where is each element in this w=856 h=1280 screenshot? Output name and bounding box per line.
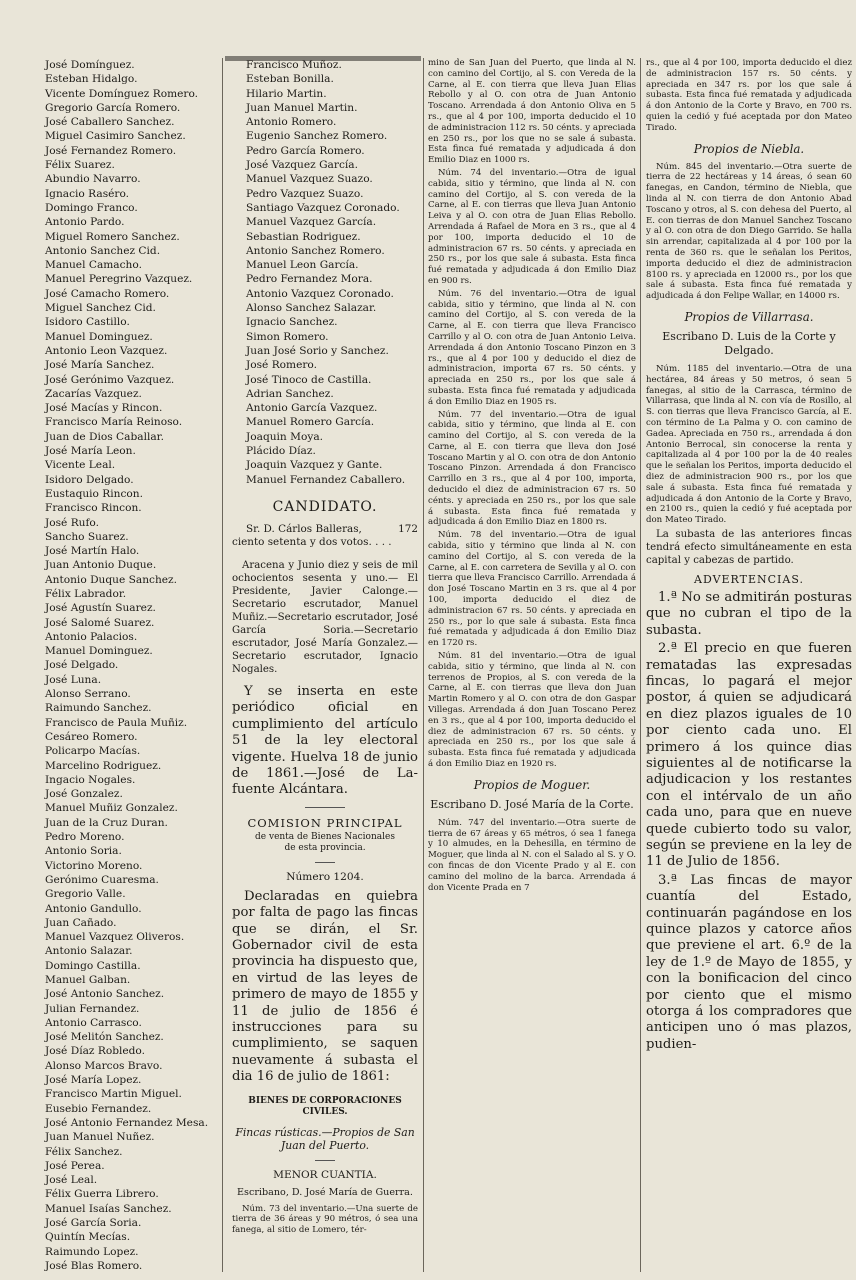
candidato-heading: CANDIDATO. [272,498,378,515]
elector-name: Zacarías Vazquez. [45,387,142,400]
elector-name: José Agustín Suarez. [45,602,156,615]
elector-name: Cesáreo Romero. [45,730,138,743]
finca-paragraph: Núm. 747 del inventario.—Otra suerte de tierra de 67 áreas y 65 métros, ó sea 1 fanega y 10 almudes, en la Dehesilla, en término de Moguer, que linda al N. con el Salado al S. y O. con fincas de don Vicente Prado y al E. con camino del molino de la barca. Arrendada á don Vicente Prada en 7 [428,817,636,893]
elector-name: Félix Labrador. [45,587,127,600]
elector-name: Eusebio Fernandez. [45,1102,152,1115]
bienes-heading: BIENES DE CORPORACIONES CIVILES. [248,1095,402,1117]
column-4 [646,58,852,1276]
separator-rule [315,862,335,863]
escribano-line: Escribano, D. José María de Guerra. [237,1186,413,1198]
elector-name: José Delgado. [45,659,119,672]
elector-name: Manuel Fernandez Caballero. [246,473,406,486]
elector-name: Manuel Romero García. [246,416,375,429]
finca-paragraph: Núm. 81 del inventario.—Otra de igual cabida, sitio y término, que linda al N. con terrenos de Propios, al S. con vereda de la Carne, al E. con tierras que lleva don Juan Martin Romero y al O. con otra de don Gaspar Villegas. Arrendada á don Juan Toscano Perez en 3 rs., que al 4 por 100, importa deducido el diez de administracion 67 rs. 50 cénts. y apreciada en 250 rs., por los que sale á subasta. Esta finca fué rematada y adjudicada á don Emilio Diaz en 1920 rs. [428,651,636,769]
villarrasa-heading: Propios de Villarrasa. [684,309,814,324]
elector-name: Manuel Galban. [45,974,131,986]
fincas-heading: Fincas rústicas.—Propios de San Juan del Puerto. [235,1125,415,1152]
numero-heading: Número 1204. [286,870,364,883]
elector-name: Antonio Duque Sanchez. [45,573,177,586]
elector-name: Adrian Sanchez. [246,387,334,400]
candidate-name: Sr. D. Cárlos Balleras, ciento setenta y dos votos. . . . [232,522,392,548]
elector-name: Ingacio Nogales. [45,773,136,786]
elector-name: José Domínguez. [45,59,135,71]
elector-name: José Gonzalez. [45,788,123,801]
elector-name: Antonio García Vazquez. [246,402,378,415]
elector-name: Antonio Sanchez Romero. [246,244,385,257]
escribano-line: Escribano D. Luis de la Corte y Delgado. [662,329,836,357]
elector-name: Félix Sanchez. [45,1145,123,1158]
elector-name: Alonso Sanchez Salazar. [246,302,377,315]
elector-name: Antonio Salazar. [45,945,133,958]
column-rule [423,58,424,1272]
elector-name: Manuel Camacho. [45,259,142,272]
elector-name: Juan José Sorio y Sanchez. [246,344,389,357]
elector-list [232,58,418,487]
elector-name: Antonio Soria. [45,845,122,858]
elector-name: Francisco Muñoz. [246,59,342,71]
finca-paragraph: Núm. 845 del inventario.—Otra suerte de tierra de 22 hectáreas y 14 áreas, ó sean 60 fanegas, en Candon, término de Niebla, que linda al N. con tierra de don Antonio Abad Toscano y otros, al S. con dehesa del Puerto, al E. con tierras de don Manuel Sanchez Toscano y al O. con otra de don Diego Garrido. Se halla sin arrendar, capitalizada al 4 por 100 por la renta de 360 rs. que le señalan los Peritos, importa deducido el diez de administracion 8100 rs. y apreciada en 12000 rs., por los que sale á subasta. Esta finca fué rematada y adjudicada á don Felipe Wallar, en 14000 rs. [646,161,852,302]
elector-name: Juan Manuel Nuñez. [45,1131,155,1144]
elector-name: Gerónimo Cuaresma. [45,873,159,886]
elector-name: Manuel Muñiz Gonzalez. [45,802,178,815]
elector-name: Miguel Romero Sanchez. [45,230,180,243]
elector-name: Miguel Sanchez Cid. [45,302,156,315]
elector-name: Antonio Palacios. [45,630,138,643]
elector-name: Antonio Gandullo. [45,902,142,915]
elector-name: Antonio Romero. [246,116,337,129]
elector-name: Ignacio Sanchez. [246,316,338,329]
elector-name: José Gerónimo Vazquez. [45,373,175,386]
niebla-heading: Propios de Niebla. [693,141,805,156]
menor-cuantia-heading: MENOR CUANTIA. [273,1168,377,1181]
elector-name: José Camacho Romero. [45,287,170,300]
elector-name: Félix Suarez. [45,159,115,172]
elector-name: Antonio Sanchez Cid. [45,244,161,257]
escribano-line: Escribano D. José María de la Corte. [430,797,634,811]
elector-name: Antonio Leon Vazquez. [45,344,168,357]
elector-name: Gregorio García Romero. [45,101,181,114]
elector-name: Sancho Suarez. [45,530,129,543]
elector-name: José Rufo. [45,516,99,529]
elector-name: Manuel Dominguez. [45,645,153,658]
elector-name: Pedro Moreno. [45,831,125,844]
elector-name: José Blas Romero. [45,1259,143,1272]
finca-paragraph: mino de San Juan del Puerto, que linda al N. con camino del Cortijo, al S. con Vereda de la Carne, al E. con tierra que lleva Juan Elias Rebollo y al O. con otra de Juan Antonio Toscano. Arrendada á don Antonio Oliva en 5 rs., que al 4 por 100, importa deducido el 10 de administracion 112 rs. 50 cénts. y apreciada en 250 rs., por los que no se sale á subasta. Esta finca fué rematada y adjudicada á don Emilio Diaz en 1000 rs. [428,58,636,166]
elector-name: Manuel Isaías Sanchez. [45,1202,172,1215]
column-3 [428,58,636,1276]
elector-name: Manuel Vazquez García. [246,216,377,229]
elector-name: Isidoro Delgado. [45,473,134,486]
num73-paragraph: Núm. 73 del inventario.—Una suerte de tierra de 36 áreas y 90 métros, ó sea una fanega, al sitio de Lomero, tér- [232,1203,418,1236]
elector-name: Manuel Dominguez. [45,330,153,343]
finca-paragraph: Núm. 1185 del inventario.—Otra de una hectárea, 84 áreas y 50 metros, ó sean 5 fanegas, al sitio de la Carrasca, término de Villarrasa, que linda al N. con vía de Rosillo, al S. con tierras que lleva Francisco García, al E. con término de La Palma y O. con camino de Gadea. Apreciada en 750 rs., arrendada á don Antonio Berrocal, sin conocerse la renta y capitalizada al 4 por 100 por la de 40 reales que le señalan los Peritos, importa deducido el diez de administracion 900 rs., por los que sale á subasta. Esta finca fué rematada y adjudicada á don Antonio de la Corte y Bravo, en 2100 rs., quien la cedió y fué aceptada por don Mateo Tirado. [646,363,852,526]
finca-paragraph: Núm. 76 del inventario.—Otra de igual cabida, sitio y término, que linda al N. con camino del Cortijo, al S. con vereda de la Carne, al E. con tierra que lleva Francisco Carrillo y al O. con otra de Juan Antonio Leiva. Arrendada á don Antonio Toscano Pinzon en 3 rs., que al 4 por 100 y deducido el diez de administracion, importa 67 rs. 50 cénts. y apreciada en 250 rs., por los que sale á subasta. Esta finca fué rematada y adjudicada á don Emilio Diaz en 1905 rs. [428,288,636,407]
elector-name: José Luna. [45,673,102,686]
elector-name: José García Soria. [45,1217,142,1230]
elector-name: José Díaz Robledo. [45,1045,145,1058]
elector-name: Raimundo Lopez. [45,1245,139,1258]
elector-name: Policarpo Macías. [45,745,141,758]
finca-paragraph: rs., que al 4 por 100, importa deducido el diez de administracion 157 rs. 50 cénts. y apreciada en 347 rs. por los que sale á subasta. Esta finca fué rematada y adjudicada á don Antonio de la Corte y Bravo, en 700 rs. quien la cedió y fué aceptada por don Mateo Tirado. [646,58,852,133]
elector-name: Manuel Vazquez Suazo. [246,173,373,186]
elector-name: Manuel Vazquez Oliveros. [45,931,185,944]
elector-name: Quintín Mecías. [45,1231,131,1244]
elector-name: José Martín Halo. [45,545,140,558]
elector-name: José Fernandez Romero. [45,144,177,157]
elector-name: Manuel Leon García. [246,259,359,272]
elector-name: Joaquin Vazquez y Gante. [246,459,383,472]
elector-name: Isidoro Castillo. [45,316,130,329]
elector-name: Vicente Leal. [45,459,116,472]
aracena-signatures: Aracena y Junio diez y seis de mil ochocientos sesenta y uno.— El Presidente, Javier Calonge.— Secretario escrutador, Manuel Muñiz.—Secretario escrutador, José García Soria.—Secretario escrutador, José María Gonzalez.—Secretario escrutador, Ignacio Nogales. [232,559,418,675]
elector-name: Juan de Dios Caballar. [45,430,164,443]
elector-name: Vicente Domínguez Romero. [45,87,199,100]
elector-name: Domingo Castilla. [45,959,141,972]
elector-name: Julian Fernandez. [45,1002,140,1015]
column-1 [38,58,218,1276]
column-rule [222,58,223,1272]
vote-count: 172 [398,522,418,535]
elector-name: Francisco Rincon. [45,502,142,515]
comision-heading: COMISION PRINCIPAL [247,815,403,830]
column-2 [232,58,418,1276]
elector-name: Juan Manuel Martin. [246,101,358,114]
elector-name: Abundio Navarro. [45,173,141,186]
insert-notice: Y se inserta en este periódico oficial en cumplimiento del artículo 51 de la ley electoral vigente. Huelva 18 de junio de 1861.—José de La-fuente Alcántara. [232,683,418,798]
elector-name: Domingo Franco. [45,201,138,214]
elector-name: Francisco de Paula Muñiz. [45,716,188,729]
elector-name: Pedro García Romero. [246,144,365,157]
elector-name: Eustaquio Rincon. [45,487,143,500]
elector-name: Sebastian Rodriguez. [246,230,361,243]
elector-name: José María Sanchez. [45,359,155,372]
elector-name: Santiago Vazquez Coronado. [246,201,400,214]
elector-name: Alonso Serrano. [45,688,131,701]
elector-name: Esteban Hidalgo. [45,73,138,86]
advertencia-1: 1.ª No se admitirán posturas que no cubran el tipo de la subasta. [646,589,852,638]
elector-name: José María Leon. [45,445,136,458]
column-rule [640,58,641,1272]
elector-name: Francisco María Reinoso. [45,416,183,429]
elector-name: José Antonio Fernandez Mesa. [45,1116,209,1129]
elector-name: José Antonio Sanchez. [45,988,165,1001]
elector-name: Gregorio Valle. [45,888,126,901]
elector-name: Joaquin Moya. [246,430,324,443]
subasta-paragraph: La subasta de las anteriores fincas tendrá efecto simultáneamente en esta capital y cabezas de partido. [646,528,852,566]
elector-name: Pedro Fernandez Mora. [246,273,373,286]
elector-name: Ignacio Raséro. [45,187,130,200]
candidate-votes-line [232,523,418,549]
elector-name: Francisco Martin Miguel. [45,1088,182,1101]
elector-list [38,58,218,1273]
elector-name: José Leal. [45,1174,98,1187]
elector-name: Marcelino Rodriguez. [45,759,162,772]
elector-name: Juan Cañado. [45,916,117,929]
elector-name: Manuel Peregrino Vazquez. [45,273,193,286]
elector-name: Plácido Díaz. [246,445,316,458]
elector-name: Simon Romero. [246,330,329,343]
elector-name: Raimundo Sanchez. [45,702,152,715]
elector-name: José María Lopez. [45,1074,142,1087]
elector-name: Alonso Marcos Bravo. [45,1059,163,1072]
elector-name: Hilario Martin. [246,87,327,100]
elector-name: Félix Guerra Librero. [45,1188,159,1201]
comision-sub-1: de venta de Bienes Nacionales [255,831,395,842]
elector-name: Antonio Pardo. [45,216,125,229]
elector-name: José Perea. [45,1159,105,1172]
moguer-heading: Propios de Moguer. [473,777,591,792]
elector-name: Antonio Carrasco. [45,1016,142,1029]
separator-rule [315,1160,335,1161]
finca-paragraph: Núm. 78 del inventario.—Otra de igual cabida, sitio y término que linda al N. con camino del Cortijo, al S. con vereda de la Carne, al E. con carretera de Sevilla y al O. con tierra que lleva Francisco Carrillo. Arrendada á don José Toscano Martin en 3 rs. que al 4 por 100, importa deducido el diez de administracion 67 rs. 50 cénts. y apreciada en 250 rs., por lo que sale á subasta. Esta finca fué rematada y adjudicada á don Emilio Diaz en 1720 rs. [428,530,636,649]
elector-name: José Macías y Rincon. [45,402,163,415]
elector-name: Esteban Bonilla. [246,73,334,86]
comision-sub-2: de esta provincia. [284,842,366,853]
advertencia-3: 3.ª Las fincas de mayor cuantía del Estado, continuarán pagándose en los quince plazos y catorce años que previene el art. 6.º de la ley de 1.º de Mayo de 1855, y con la bonificacion del cinco por ciento que el mismo otorga á los compradores que anticipen uno ó mas plazos, pudien- [646,872,852,1052]
separator-rule [305,807,345,808]
advertencias-heading: ADVERTENCIAS. [694,572,804,586]
elector-name: José Romero. [246,359,317,372]
finca-paragraph: Núm. 77 del inventario.—Otra de igual cabida, sitio y término, que linda al E. con camino del Cortijo, al S. con vereda de la Carne, al E. con tierra que lleva don José Toscano Martin y al O. con otra de don Antonio Toscano Pinzon. Arrendada á don Francisco Carrillo en 3 rs., que al 4 por 100, importa, deducido el diez de administracion 67 rs. 50 cénts. y apreciada en 250 rs., por los que sale á subasta. Esta finca fué rematada y adjudicada á don Emilio Diaz en 1800 rs. [428,409,636,528]
elector-name: Juan de la Cruz Duran. [45,816,168,829]
elector-name: José Vazquez García. [246,159,358,172]
elector-name: Antonio Vazquez Coronado. [246,287,394,300]
elector-name: José Caballero Sanchez. [45,116,175,129]
elector-name: Miguel Casimiro Sanchez. [45,130,186,143]
elector-name: Juan Antonio Duque. [45,559,157,572]
elector-name: Eugenio Sanchez Romero. [246,130,388,143]
finca-paragraph: Núm. 74 del inventario.—Otra de igual cabida, sitio y término, que linda al N. con camino del Cortijo, al S. con vereda de la Carne, al E. con tierras que lleva Juan Antonio Leiva y al O. con otra de Juan Elias Rebollo. Arrendada á Rafael de Mora en 3 rs., que al 4 por 100, importa deducido el 10 de administracion 67 rs. 50 cénts. y apreciada en 250 rs., por los que sale á subasta. Esta finca fué rematada y adjudicada á don Emilio Diaz en 900 rs. [428,167,636,286]
declaradas-paragraph: Declaradas en quiebra por falta de pago las fincas que se dirán, el Sr. Gobernador civil de esta provincia ha dispuesto que, en virtud de las leyes de primero de mayo de 1855 y 11 de julio de 1856 é instrucciones para su cumplimiento, se saquen nuevamente á subasta el dia 16 de julio de 1861: [232,888,418,1085]
elector-name: Pedro Vazquez Suazo. [246,187,364,200]
elector-name: José Salomé Suarez. [45,616,155,629]
elector-name: José Melitón Sanchez. [45,1031,164,1044]
elector-name: José Tinoco de Castilla. [246,373,372,386]
elector-name: Victorino Moreno. [45,859,143,872]
advertencia-2: 2.ª El precio en que fueren rematadas las expresadas fincas, lo pagará el mejor postor, á quien se adjudicará en diez plazos iguales de 10 por ciento cada uno. El primero á los quince dias siguientes al de notificarse la adjudicacion y los restantes con el intérvalo de un año cada uno, para que en nueve quede cubierto todo su valor, según se previene en la ley de 11 de Julio de 1856. [646,641,852,870]
